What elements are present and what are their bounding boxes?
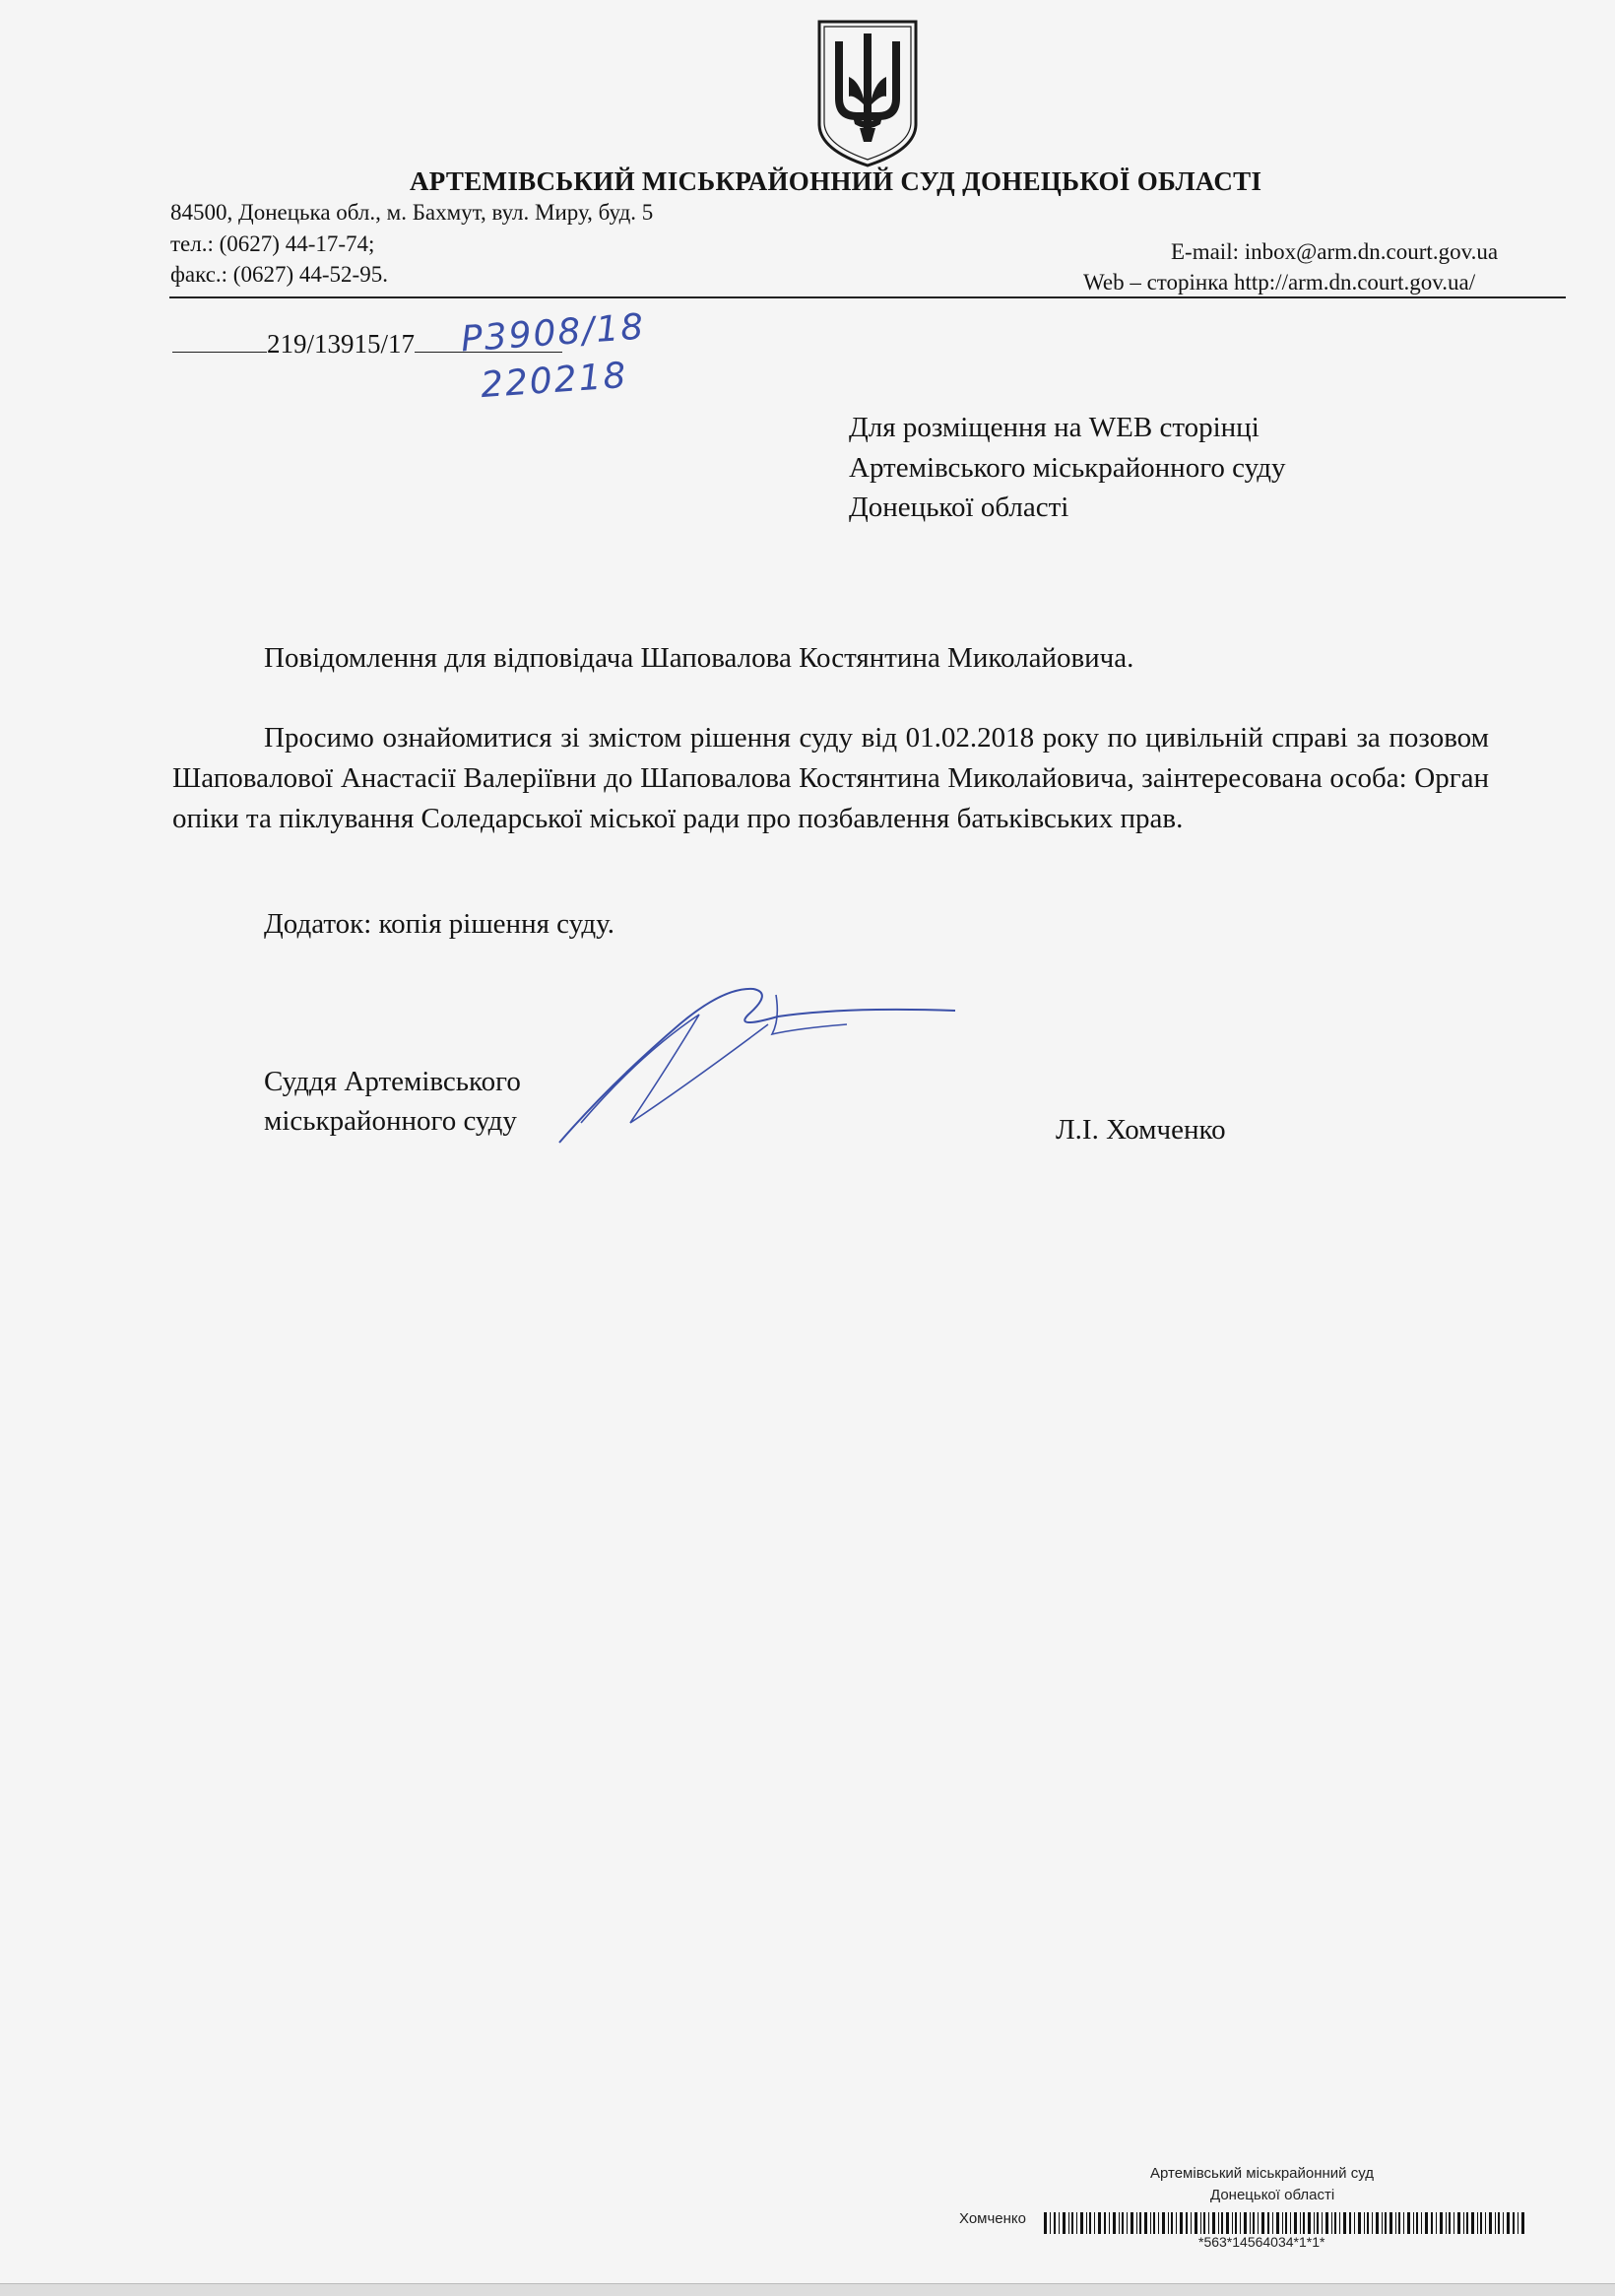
court-address: 84500, Донецька обл., м. Бахмут, вул. Миру, буд. 5 bbox=[170, 200, 654, 225]
reference-blank bbox=[172, 330, 267, 353]
attachment-line: Додаток: копія рішення суду. bbox=[264, 908, 614, 940]
recipient-line-2: Артемівського міськрайонного суду bbox=[849, 452, 1286, 484]
court-title: АРТЕМІВСЬКИЙ МІСЬКРАЙОННИЙ СУД ДОНЕЦЬКОЇ ОБЛАСТІ bbox=[410, 166, 1262, 196]
court-website: Web – сторінка http://arm.dn.court.gov.ua/ bbox=[1083, 270, 1476, 295]
handwritten-date: 220218 bbox=[479, 355, 629, 407]
court-email: E-mail: inbox@arm.dn.court.gov.ua bbox=[1171, 239, 1499, 264]
registry-barcode-block bbox=[955, 2165, 1536, 2283]
notice-line: Повідомлення для відповідача Шаповалова Костянтина Миколайовича. bbox=[264, 642, 1134, 674]
signer-title-line-2: міськрайонного суду bbox=[264, 1105, 517, 1137]
handwritten-signature bbox=[551, 975, 965, 1152]
recipient-line-3: Донецької області bbox=[849, 492, 1069, 523]
barcode-name: Хомченко bbox=[959, 2210, 1027, 2227]
signer-title-line-1: Суддя Артемівського bbox=[264, 1066, 521, 1097]
case-number: 219/13915/17 bbox=[267, 329, 416, 359]
barcode-org-line-1: Артемівський міськрайонний суд bbox=[1150, 2165, 1374, 2182]
header-divider bbox=[169, 296, 1566, 298]
barcode-icon bbox=[1044, 2212, 1526, 2234]
barcode-org-line-2: Донецької області bbox=[1210, 2187, 1335, 2203]
scan-bottom-edge bbox=[0, 2283, 1615, 2296]
court-fax: факс.: (0627) 44-52-95. bbox=[170, 262, 388, 287]
recipient-line-1: Для розміщення на WEB сторінці bbox=[849, 412, 1260, 443]
trident-coat-of-arms-icon bbox=[813, 18, 922, 167]
handwritten-outgoing-number: Р3908/18 bbox=[459, 306, 647, 361]
barcode-code: *563*14564034*1*1* bbox=[1198, 2234, 1325, 2250]
body-paragraph: Просимо ознайомитися зі змістом рішення суду від 01.02.2018 року по цивільній справі за позовом Шаповалової Анастасії Валеріївни до Шаповалова Костянтина Миколайовича, заінтересована особа: Орган опіки та піклування Соледарської міської ради про позбавлення батьківських прав. bbox=[172, 722, 1489, 834]
signer-name: Л.І. Хомченко bbox=[1056, 1114, 1226, 1146]
court-phone: тел.: (0627) 44-17-74; bbox=[170, 231, 375, 256]
